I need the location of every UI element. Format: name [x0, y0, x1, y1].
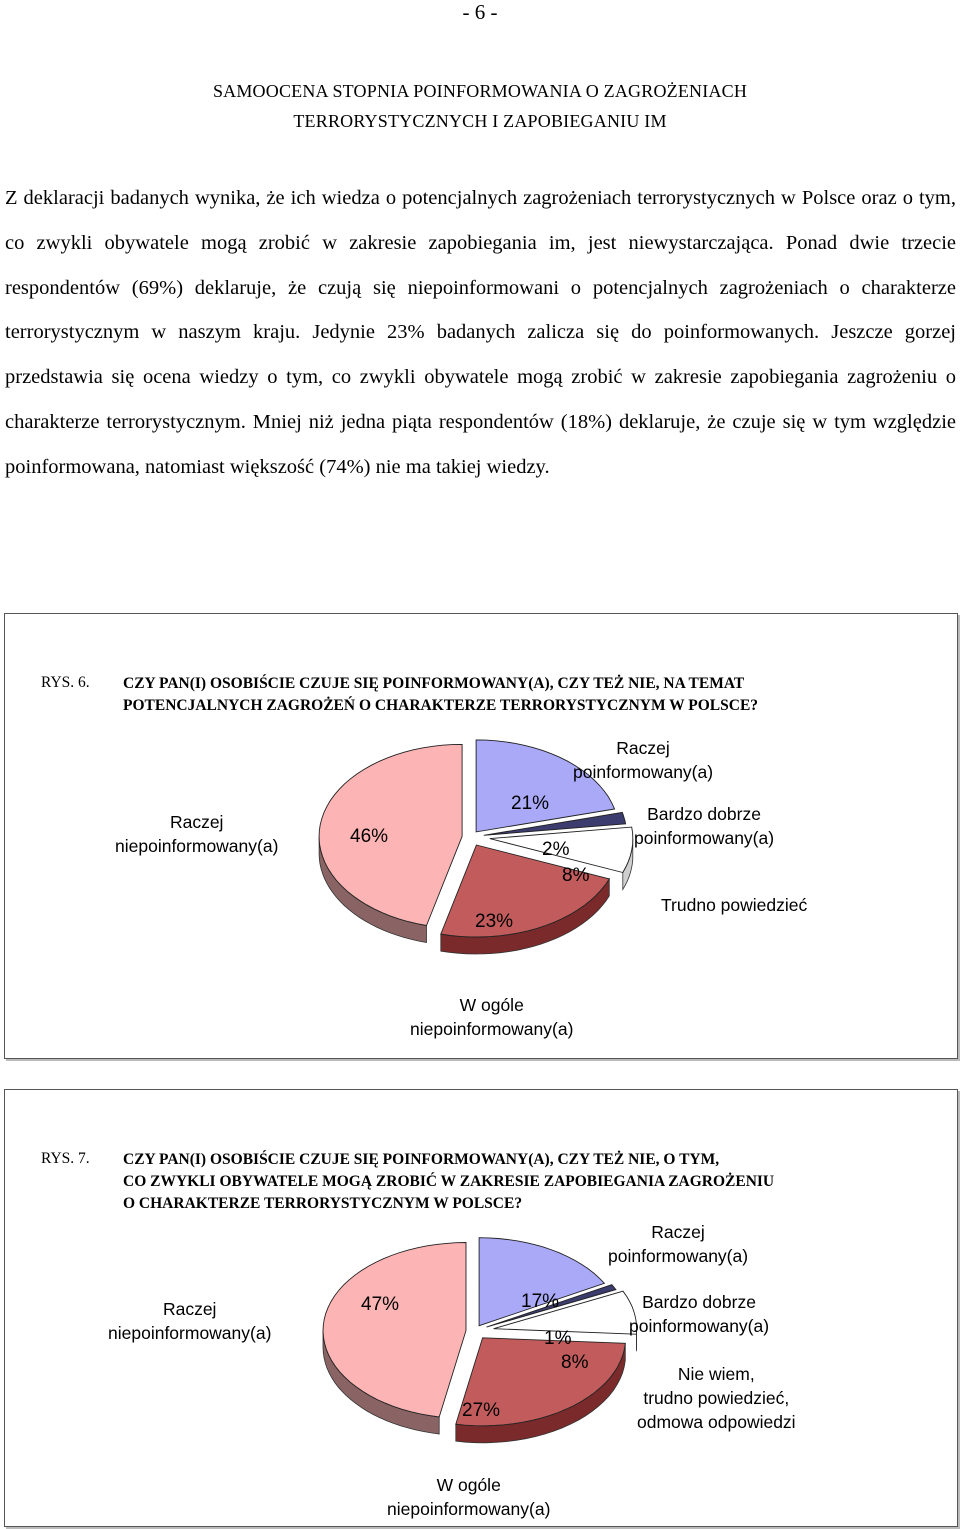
figure-6: [4, 613, 958, 1059]
chart6-label-line: niepoinformowany(a): [115, 836, 279, 856]
chart6-label-trudno: [661, 893, 807, 917]
chart7-label-line: poinformowany(a): [608, 1246, 749, 1266]
chart7-value-1: 1%: [544, 1328, 572, 1349]
figure-7-question-line-3: O CHARAKTERZE TERRORYSTYCZNYM W POLSCE?: [123, 1195, 523, 1212]
chart7-label-nie-wiem: [637, 1362, 796, 1434]
chart7-label-w-ogole: [387, 1473, 550, 1521]
chart6-value-2: 2%: [542, 839, 570, 860]
chart6-label-line: poinformowany(a): [634, 828, 775, 848]
chart6-label-raczej-niepoinformowany: [115, 810, 278, 858]
chart6-label-line: W ogóle: [459, 995, 524, 1015]
chart7-value-27: 27%: [462, 1400, 501, 1421]
chart7-label-line: Raczej: [162, 1299, 217, 1319]
chart6-label-raczej-poinformowany: [573, 736, 713, 784]
chart7-value-17: 17%: [521, 1291, 560, 1312]
figure-7-label: RYS. 7.: [41, 1150, 90, 1167]
chart7-label-line: poinformowany(a): [629, 1316, 770, 1336]
chart6-label-line: Raczej: [169, 812, 224, 832]
figure-7: [4, 1089, 958, 1527]
figure-7-question-line-1: CZY PAN(I) OSOBIŚCIE CZUJE SIĘ POINFORMOWANY(A), CZY TEŻ NIE, O TYM,: [123, 1151, 720, 1168]
chart7-label-raczej-poinformowany: [608, 1220, 748, 1268]
chart7-value-8: 8%: [561, 1352, 589, 1373]
chart6-value-21: 21%: [511, 793, 550, 814]
section-title-line-2: TERRORYSTYCZNYCH I ZAPOBIEGANIU IM: [293, 111, 667, 131]
section-title: [0, 76, 960, 136]
figure-6-question-line-2: POTENCJALNYCH ZAGROŻEŃ O CHARAKTERZE TERRORYSTYCZNYM W POLSCE?: [123, 697, 759, 714]
chart6-label-line: poinformowany(a): [573, 762, 714, 782]
chart7-label-line: Bardzo dobrze: [642, 1292, 756, 1312]
figure-6-label: RYS. 6.: [41, 674, 90, 691]
chart6-value-46: 46%: [350, 826, 389, 847]
chart6-value-23: 23%: [475, 911, 514, 932]
chart7-label-line: Raczej: [651, 1222, 705, 1242]
chart6-label-bardzo-dobrze: [634, 802, 774, 850]
chart7-label-line: niepoinformowany(a): [108, 1323, 272, 1343]
body-paragraph: Z deklaracji badanych wynika, że ich wiedza o potencjalnych zagrożeniach terrorystycznych w Polsce oraz o tym, co zwykli obywatele mogą zrobić w zakresie zapobiegania im, jest niewystarczająca. Ponad dwie trzecie respondentów (69%) deklaruje, że czują się niepoinformowani o potencjalnych zagrożeniach o charakterze terrorystycznym w naszym kraju. Jedynie 23% badanych zalicza się do poinformowanych. Jeszcze gorzej przedstawia się ocena wiedzy o tym, co zwykli obywatele mogą zrobić w zakresie zapobiegania zagrożeniu o charakterze terrorystycznym. Mniej niż jedna piąta respondentów (18%) deklaruje, że czuje się w tym względzie poinformowana, natomiast większość (74%) nie ma takiej wiedzy.: [5, 187, 956, 478]
chart7-label-line: trudno powiedzieć,: [643, 1388, 790, 1408]
chart6-label-line: Bardzo dobrze: [647, 804, 761, 824]
figure-7-question-line-2: CO ZWYKLI OBYWATELE MOGĄ ZROBIĆ W ZAKRESIE ZAPOBIEGANIA ZAGROŻENIU: [123, 1173, 775, 1190]
chart7-label-line: odmowa odpowiedzi: [637, 1412, 796, 1432]
chart6-value-8: 8%: [562, 865, 590, 886]
chart6-label-line: Raczej: [616, 738, 670, 758]
chart6-label-line: Trudno powiedzieć: [661, 895, 808, 915]
chart7-label-raczej-niepoinformowany: [108, 1297, 271, 1345]
chart7-label-bardzo-dobrze: [629, 1290, 769, 1338]
figure-6-question-line-1: CZY PAN(I) OSOBIŚCIE CZUJE SIĘ POINFORMOWANY(A), CZY TEŻ NIE, NA TEMAT: [123, 675, 745, 692]
section-title-line-1: SAMOOCENA STOPNIA POINFORMOWANIA O ZAGROŻENIACH: [212, 81, 748, 101]
chart7-label-line: W ogóle: [436, 1475, 501, 1495]
page-number: - 6 -: [462, 0, 498, 24]
chart7-label-line: Nie wiem,: [677, 1364, 755, 1384]
chart7-label-line: niepoinformowany(a): [387, 1499, 551, 1519]
chart6-label-line: niepoinformowany(a): [410, 1019, 574, 1039]
chart6-label-w-ogole: [410, 993, 573, 1041]
chart7-value-47: 47%: [361, 1294, 400, 1315]
